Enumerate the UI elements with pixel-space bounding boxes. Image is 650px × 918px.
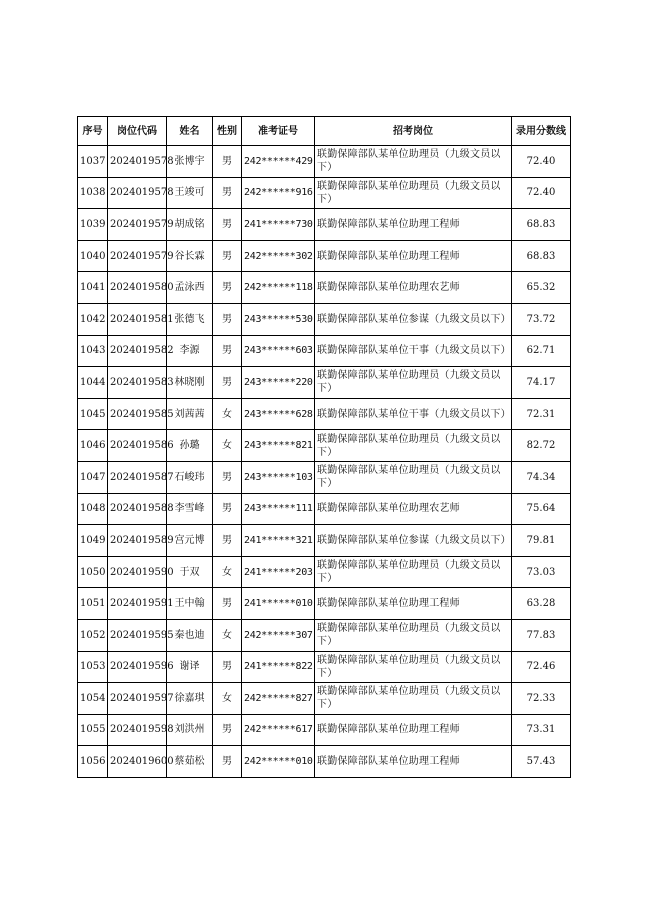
cell-post-code: 2024019596 <box>108 651 167 683</box>
cell-position: 联勤保障部队某单位助理员（九级文员以下） <box>315 146 512 178</box>
cell-sex: 男 <box>213 493 242 525</box>
cell-name: 刘茜茜 <box>167 398 213 430</box>
cell-name: 李源 <box>167 335 213 367</box>
cell-exam-number: 242******010 <box>242 746 315 778</box>
cell-position: 联勤保障部队某单位助理农艺师 <box>315 272 512 304</box>
cell-seq: 1055 <box>78 714 108 746</box>
header-score-line: 录用分数线 <box>512 117 571 146</box>
cell-exam-number: 243******821 <box>242 430 315 462</box>
header-name: 姓名 <box>167 117 213 146</box>
header-sex: 性别 <box>213 117 242 146</box>
cell-sex: 男 <box>213 651 242 683</box>
cell-exam-number: 242******827 <box>242 683 315 715</box>
cell-sex: 男 <box>213 146 242 178</box>
cell-exam-number: 241******203 <box>242 556 315 588</box>
header-exam-number: 准考证号 <box>242 117 315 146</box>
cell-score-line: 63.28 <box>512 588 571 620</box>
cell-name: 石峻玮 <box>167 461 213 493</box>
header-row <box>78 117 571 146</box>
cell-name: 于双 <box>167 556 213 588</box>
cell-score-line: 74.17 <box>512 367 571 399</box>
cell-post-code: 2024019582 <box>108 335 167 367</box>
cell-post-code: 2024019590 <box>108 556 167 588</box>
cell-post-code: 2024019578 <box>108 177 167 209</box>
cell-post-code: 2024019588 <box>108 493 167 525</box>
cell-name: 谢译 <box>167 651 213 683</box>
cell-score-line: 73.03 <box>512 556 571 588</box>
cell-post-code: 2024019579 <box>108 240 167 272</box>
cell-score-line: 73.31 <box>512 714 571 746</box>
header-position: 招考岗位 <box>315 117 512 146</box>
cell-sex: 女 <box>213 430 242 462</box>
cell-name: 王中翰 <box>167 588 213 620</box>
table-row <box>78 303 571 335</box>
cell-post-code: 2024019581 <box>108 303 167 335</box>
admission-table <box>77 116 571 778</box>
cell-seq: 1051 <box>78 588 108 620</box>
table-row <box>78 177 571 209</box>
cell-sex: 男 <box>213 240 242 272</box>
cell-exam-number: 242******118 <box>242 272 315 304</box>
cell-name: 胡成铭 <box>167 209 213 241</box>
cell-exam-number: 241******010 <box>242 588 315 620</box>
cell-position: 联勤保障部队某单位助理员（九级文员以下） <box>315 556 512 588</box>
cell-exam-number: 243******530 <box>242 303 315 335</box>
table-body <box>78 146 571 778</box>
cell-score-line: 74.34 <box>512 461 571 493</box>
table-row <box>78 335 571 367</box>
cell-sex: 女 <box>213 683 242 715</box>
cell-sex: 男 <box>213 367 242 399</box>
cell-sex: 女 <box>213 556 242 588</box>
cell-name: 林晓刚 <box>167 367 213 399</box>
cell-position: 联勤保障部队某单位助理工程师 <box>315 588 512 620</box>
cell-post-code: 2024019600 <box>108 746 167 778</box>
cell-sex: 男 <box>213 272 242 304</box>
cell-seq: 1038 <box>78 177 108 209</box>
cell-seq: 1043 <box>78 335 108 367</box>
cell-sex: 男 <box>213 335 242 367</box>
cell-score-line: 68.83 <box>512 240 571 272</box>
cell-seq: 1040 <box>78 240 108 272</box>
cell-name: 蔡茹松 <box>167 746 213 778</box>
cell-name: 宫元博 <box>167 525 213 557</box>
table-row <box>78 461 571 493</box>
cell-name: 李雪峰 <box>167 493 213 525</box>
cell-sex: 男 <box>213 588 242 620</box>
cell-post-code: 2024019587 <box>108 461 167 493</box>
cell-position: 联勤保障部队某单位助理工程师 <box>315 240 512 272</box>
cell-exam-number: 241******822 <box>242 651 315 683</box>
cell-score-line: 57.43 <box>512 746 571 778</box>
cell-score-line: 82.72 <box>512 430 571 462</box>
cell-score-line: 72.40 <box>512 177 571 209</box>
cell-score-line: 72.33 <box>512 683 571 715</box>
table-row <box>78 240 571 272</box>
cell-post-code: 2024019589 <box>108 525 167 557</box>
cell-position: 联勤保障部队某单位参谋（九级文员以下） <box>315 525 512 557</box>
cell-sex: 男 <box>213 303 242 335</box>
table-row <box>78 746 571 778</box>
cell-post-code: 2024019585 <box>108 398 167 430</box>
cell-seq: 1042 <box>78 303 108 335</box>
table-row <box>78 146 571 178</box>
cell-sex: 男 <box>213 461 242 493</box>
table-row <box>78 493 571 525</box>
cell-post-code: 2024019580 <box>108 272 167 304</box>
table-row <box>78 714 571 746</box>
cell-seq: 1047 <box>78 461 108 493</box>
cell-score-line: 68.83 <box>512 209 571 241</box>
table-row <box>78 683 571 715</box>
table-header <box>78 117 571 146</box>
cell-name: 刘洪州 <box>167 714 213 746</box>
table-row <box>78 651 571 683</box>
cell-post-code: 2024019578 <box>108 146 167 178</box>
table-row <box>78 525 571 557</box>
cell-score-line: 72.31 <box>512 398 571 430</box>
cell-post-code: 2024019591 <box>108 588 167 620</box>
cell-position: 联勤保障部队某单位助理工程师 <box>315 746 512 778</box>
cell-position: 联勤保障部队某单位助理员（九级文员以下） <box>315 619 512 651</box>
cell-position: 联勤保障部队某单位干事（九级文员以下） <box>315 335 512 367</box>
cell-post-code: 2024019583 <box>108 367 167 399</box>
cell-position: 联勤保障部队某单位助理员（九级文员以下） <box>315 461 512 493</box>
cell-seq: 1056 <box>78 746 108 778</box>
cell-sex: 女 <box>213 619 242 651</box>
cell-sex: 男 <box>213 746 242 778</box>
cell-position: 联勤保障部队某单位助理员（九级文员以下） <box>315 430 512 462</box>
cell-seq: 1046 <box>78 430 108 462</box>
cell-exam-number: 243******603 <box>242 335 315 367</box>
cell-seq: 1041 <box>78 272 108 304</box>
header-seq: 序号 <box>78 117 108 146</box>
cell-position: 联勤保障部队某单位助理工程师 <box>315 209 512 241</box>
cell-exam-number: 243******103 <box>242 461 315 493</box>
table-row <box>78 556 571 588</box>
cell-position: 联勤保障部队某单位助理农艺师 <box>315 493 512 525</box>
cell-exam-number: 242******617 <box>242 714 315 746</box>
cell-exam-number: 242******429 <box>242 146 315 178</box>
cell-sex: 男 <box>213 209 242 241</box>
cell-exam-number: 242******307 <box>242 619 315 651</box>
cell-score-line: 77.83 <box>512 619 571 651</box>
cell-sex: 男 <box>213 525 242 557</box>
cell-score-line: 62.71 <box>512 335 571 367</box>
cell-score-line: 65.32 <box>512 272 571 304</box>
table-row <box>78 430 571 462</box>
cell-exam-number: 243******111 <box>242 493 315 525</box>
cell-post-code: 2024019597 <box>108 683 167 715</box>
table-row <box>78 588 571 620</box>
cell-sex: 女 <box>213 398 242 430</box>
cell-seq: 1044 <box>78 367 108 399</box>
cell-name: 张德飞 <box>167 303 213 335</box>
cell-name: 谷长霖 <box>167 240 213 272</box>
cell-position: 联勤保障部队某单位参谋（九级文员以下） <box>315 303 512 335</box>
cell-position: 联勤保障部队某单位助理员（九级文员以下） <box>315 177 512 209</box>
cell-score-line: 75.64 <box>512 493 571 525</box>
cell-exam-number: 243******628 <box>242 398 315 430</box>
cell-position: 联勤保障部队某单位助理员（九级文员以下） <box>315 651 512 683</box>
cell-name: 秦也迪 <box>167 619 213 651</box>
table-row <box>78 398 571 430</box>
cell-name: 王竣可 <box>167 177 213 209</box>
table-row <box>78 367 571 399</box>
cell-position: 联勤保障部队某单位助理工程师 <box>315 714 512 746</box>
cell-sex: 男 <box>213 714 242 746</box>
cell-name: 张博宇 <box>167 146 213 178</box>
header-post-code: 岗位代码 <box>108 117 167 146</box>
cell-sex: 男 <box>213 177 242 209</box>
cell-seq: 1037 <box>78 146 108 178</box>
cell-seq: 1052 <box>78 619 108 651</box>
cell-seq: 1039 <box>78 209 108 241</box>
cell-position: 联勤保障部队某单位干事（九级文员以下） <box>315 398 512 430</box>
cell-score-line: 72.46 <box>512 651 571 683</box>
cell-exam-number: 243******220 <box>242 367 315 399</box>
cell-seq: 1045 <box>78 398 108 430</box>
cell-position: 联勤保障部队某单位助理员（九级文员以下） <box>315 367 512 399</box>
cell-seq: 1049 <box>78 525 108 557</box>
cell-score-line: 73.72 <box>512 303 571 335</box>
cell-name: 徐嘉琪 <box>167 683 213 715</box>
cell-exam-number: 241******730 <box>242 209 315 241</box>
cell-name: 孟泳西 <box>167 272 213 304</box>
cell-post-code: 2024019586 <box>108 430 167 462</box>
cell-exam-number: 242******302 <box>242 240 315 272</box>
cell-seq: 1048 <box>78 493 108 525</box>
cell-seq: 1053 <box>78 651 108 683</box>
cell-name: 孙璐 <box>167 430 213 462</box>
cell-position: 联勤保障部队某单位助理员（九级文员以下） <box>315 683 512 715</box>
cell-score-line: 79.81 <box>512 525 571 557</box>
cell-score-line: 72.40 <box>512 146 571 178</box>
table-row <box>78 209 571 241</box>
cell-exam-number: 242******916 <box>242 177 315 209</box>
cell-post-code: 2024019579 <box>108 209 167 241</box>
table-row <box>78 272 571 304</box>
cell-exam-number: 241******321 <box>242 525 315 557</box>
cell-post-code: 2024019598 <box>108 714 167 746</box>
cell-seq: 1054 <box>78 683 108 715</box>
cell-post-code: 2024019595 <box>108 619 167 651</box>
cell-seq: 1050 <box>78 556 108 588</box>
table-row <box>78 619 571 651</box>
